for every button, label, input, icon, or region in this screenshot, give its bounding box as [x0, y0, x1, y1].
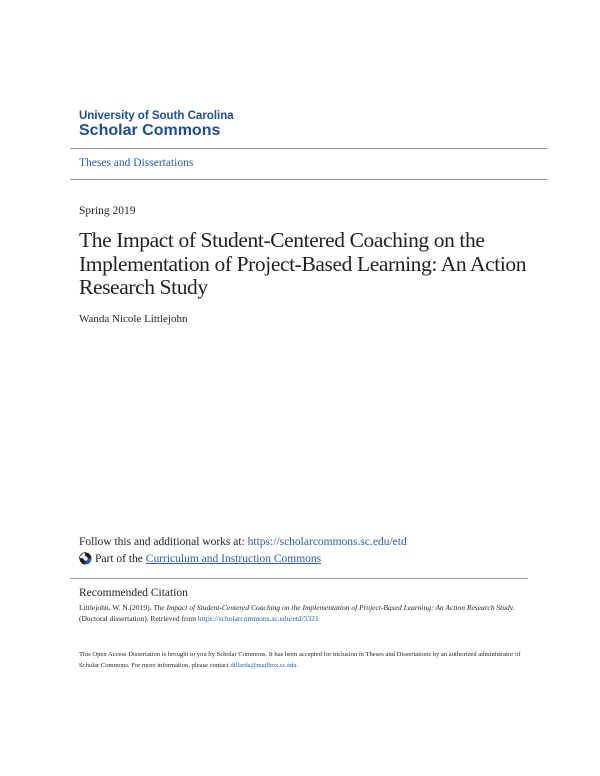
- network-commons-icon: [79, 552, 92, 565]
- citation-text: [79, 602, 529, 624]
- document-title: The Impact of Student-Centered Coaching on the Implementation of Project-Based Learning: An Action Research Study: [79, 228, 527, 299]
- citation-divider: [70, 578, 528, 579]
- part-of-label: Part of the: [95, 552, 143, 565]
- author-name: Wanda Nicole Littlejohn: [79, 313, 188, 325]
- header-divider-top: [70, 148, 547, 149]
- header-divider-bottom: [70, 179, 547, 180]
- notice-text: This Open Access Dissertation is brought to you by Scholar Commons. It has been accepted for inclusion in Theses and Dissertations by an authorized administrator of Scholar Commons. For more information, please contact: [79, 651, 521, 669]
- curriculum-commons-link[interactable]: Curriculum and Instruction Commons: [145, 552, 322, 565]
- follow-line: [79, 536, 407, 548]
- follow-url-link[interactable]: https://scholarcommons.sc.edu/etd: [247, 536, 407, 548]
- repository-name[interactable]: Scholar Commons: [79, 122, 221, 139]
- recommended-citation-heading: Recommended Citation: [79, 587, 188, 599]
- university-name: University of South Carolina: [79, 110, 234, 122]
- citation-url-link[interactable]: https://scholarcommons.sc.edu/etd/5321: [197, 614, 319, 623]
- citation-prefix: Littlejohn, W. N.(2019).: [79, 603, 154, 612]
- notice-end: .: [296, 662, 299, 669]
- citation-suffix: (Doctoral dissertation). Retrieved from: [79, 614, 198, 623]
- publication-date: Spring 2019: [79, 205, 136, 217]
- contact-email-link[interactable]: dillarda@mailbox.sc.edu: [230, 662, 297, 669]
- citation-title: The Impact of Student-Centered Coaching on the Implementation of Project-Based Learning: An Action Research Study.: [153, 603, 515, 612]
- part-of-line: [79, 552, 321, 565]
- open-access-notice: [79, 649, 529, 671]
- collection-link[interactable]: Theses and Dissertations: [79, 157, 194, 169]
- follow-label: Follow this and additional works at:: [79, 536, 248, 548]
